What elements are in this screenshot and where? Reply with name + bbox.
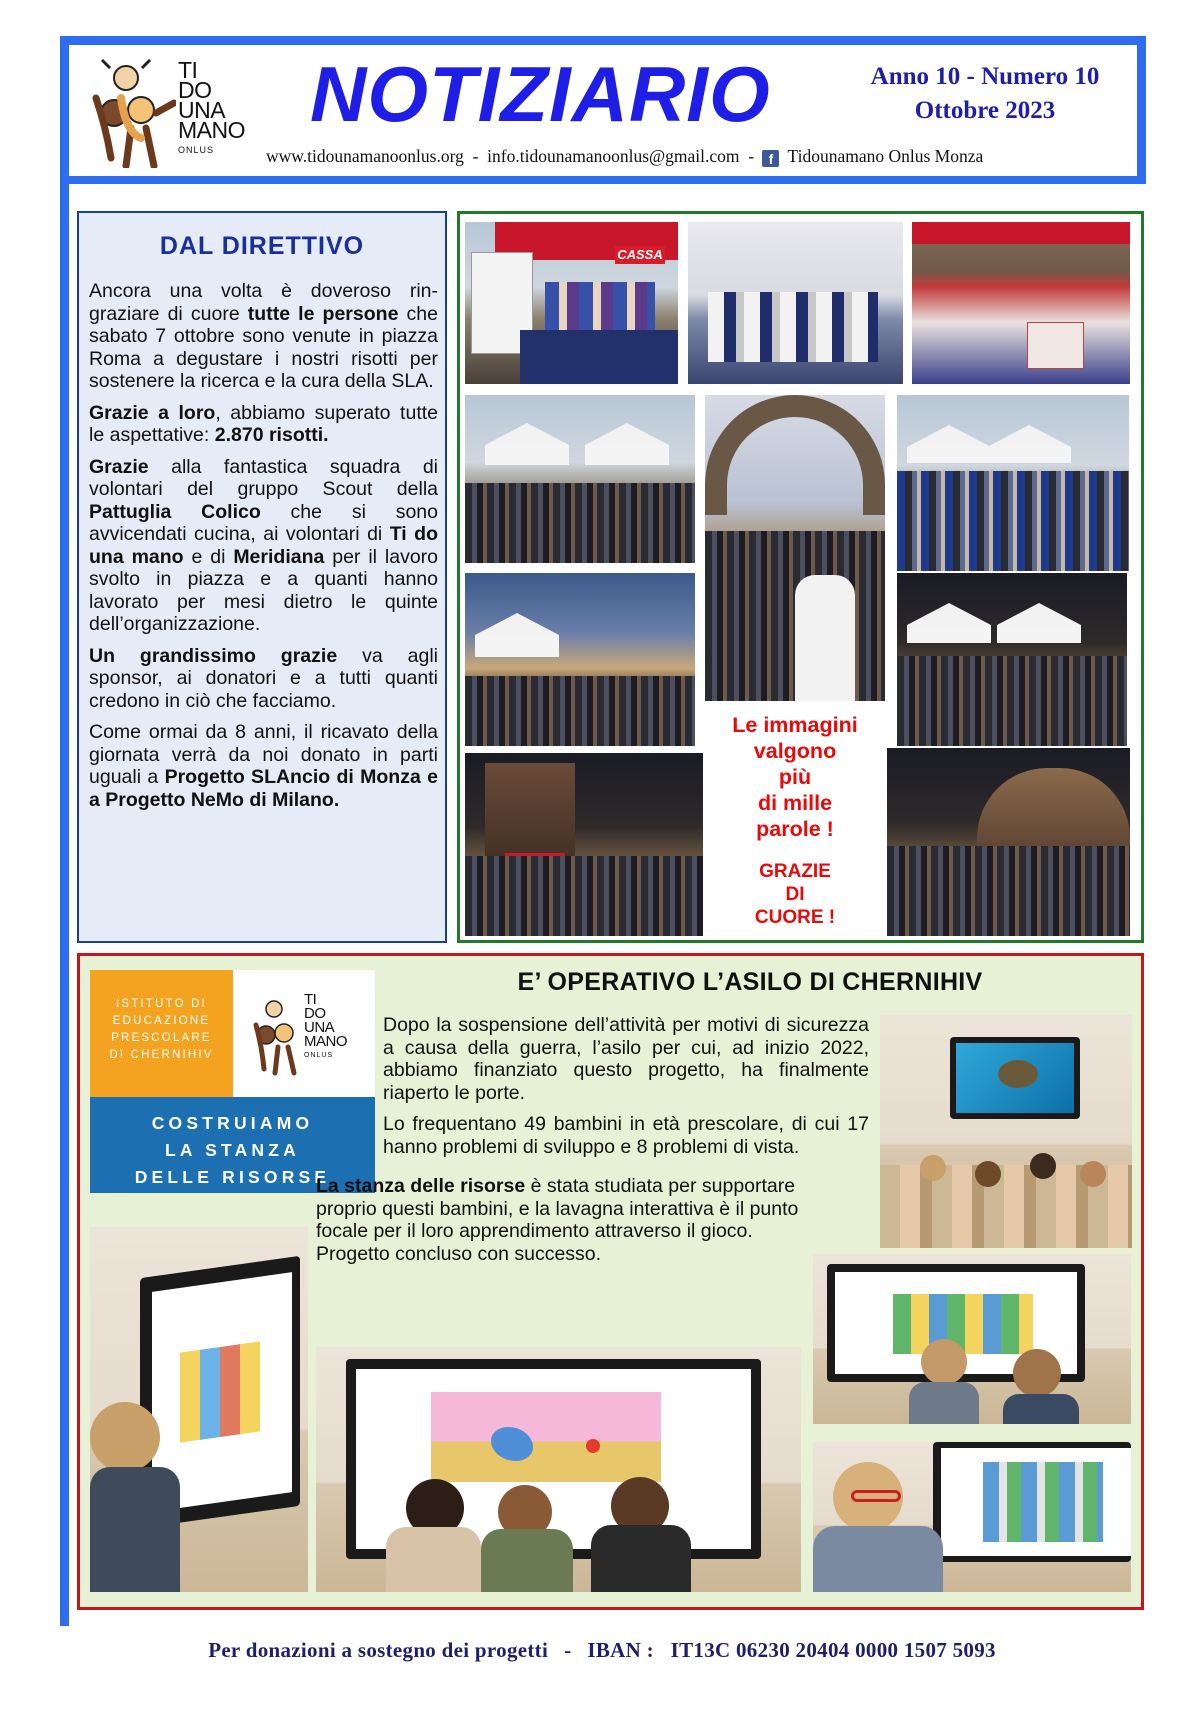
direttivo-paragraph: Grazie alla fantastica squadra di volontari del gruppo Scout della Pattuglia Colico che si sono avvicendati cucina, ai volontari di Ti do una mano e di Meridiana per il lavoro svolto in piazza e a quanti hanno lavorato per mesi dietro le quinte dell’organizzazione. (89, 455, 439, 635)
asilo-paragraph: La stanza delle risorse è stata studiata per supportare proprio questi bambini, e la lavagna interattiva è il punto focale per il loro apprendimento attraverso il gioco. (316, 1175, 799, 1242)
photo-info-desk (912, 222, 1130, 384)
masthead-bottom-bar (60, 176, 1146, 184)
page-left-bar (60, 36, 69, 1626)
photo-classroom-turtle (880, 1015, 1132, 1248)
newsletter-title: NOTIZIARIO (310, 50, 771, 138)
footer-separator: - (564, 1638, 572, 1662)
iban-label: IBAN : (587, 1638, 654, 1662)
photo-board-two-kids (813, 1254, 1131, 1424)
email-link[interactable]: info.tidounamanoonlus@gmail.com (487, 146, 740, 166)
contacts-line (266, 146, 983, 167)
children-logo-icon (248, 997, 303, 1077)
issue-date: Ottobre 2023 (914, 97, 1056, 124)
logo-word-mano: MANO (178, 117, 245, 143)
children-logo-icon (86, 58, 176, 168)
asilo-paragraph: Progetto concluso con successo. (316, 1242, 602, 1265)
photo-arch-crowd (705, 395, 885, 701)
collage-caption: Le immagini valgono più di mille parole ! (732, 713, 858, 841)
direttivo-text (89, 280, 438, 820)
photo-stand-cassa (465, 222, 678, 384)
collage-thanks: GRAZIE DI CUORE ! (754, 861, 836, 928)
photo-crowd-day (897, 395, 1129, 571)
website-link[interactable]: www.tidounamanoonlus.org (266, 146, 464, 166)
iban-value[interactable]: IT13C 06230 20404 0000 1507 5093 (670, 1638, 996, 1662)
contact-separator: - (472, 146, 479, 166)
logo-word-onlus: ONLUS (178, 145, 215, 155)
photo-board-three-kids (316, 1347, 801, 1592)
donation-footer (0, 1638, 1204, 1663)
contact-separator: - (748, 146, 755, 166)
issue-number: Anno 10 - Numero 10 (870, 63, 1100, 90)
asilo-paragraph: Lo frequentano 49 bambini in età prescolare, di cui 17 hanno problemi di sviluppo e 8 problemi di vista. (383, 1113, 869, 1158)
logo-word-una: UNA (178, 97, 226, 123)
photo-board-glasses-boy (813, 1442, 1131, 1592)
logo-word-ti: TI (178, 57, 198, 83)
organization-logo (86, 58, 266, 168)
direttivo-paragraph: Grazie a loro, abbiamo superato tutte le aspettative: 2.870 risotti. (89, 401, 438, 446)
photo-board-boy (90, 1227, 308, 1592)
photo-evening-square (465, 573, 695, 746)
issue-info (840, 60, 1130, 128)
facebook-link[interactable]: Tidounamano Onlus Monza (787, 146, 984, 166)
asilo-title: E’ OPERATIVO L’ASILO DI CHERNIHIV (517, 968, 983, 996)
institute-name: ISTITUTO DI EDUCAZIONE PRESCOLARE DI CHERNIHIV (109, 998, 214, 1061)
logo-word-do: DO (178, 77, 212, 103)
direttivo-paragraph: Un grandissimo grazie va agli sponsor, ai donatori e a tutti quanti credono in ciò che facciamo. (89, 644, 438, 712)
photo-night-serving (887, 748, 1130, 936)
masthead-right-bar (1137, 36, 1146, 184)
photo-kitchen (688, 222, 903, 384)
direttivo-title: DAL DIRETTIVO (159, 232, 365, 260)
cassa-sign: CASSA (615, 246, 665, 264)
facebook-icon: f (762, 150, 779, 167)
project-name: COSTRUIAMO LA STANZA DELLE RISORSE (134, 1113, 331, 1187)
photo-tents-day (465, 395, 695, 563)
masthead-top-bar (60, 36, 1146, 45)
banner-organization-logo: TI DO UNA MANO ONLUS (248, 985, 363, 1085)
asilo-text-bottom (316, 1175, 838, 1265)
asilo-text-top (383, 1014, 869, 1167)
donation-label: Per donazioni a sostegno dei progetti (208, 1638, 549, 1662)
direttivo-paragraph: Come ormai da 8 anni, il ricavato della giornata verrà da noi donato in parti uguali a Progetto SLAncio di Monza e a Progetto NeMo di Milano. (89, 721, 438, 811)
direttivo-paragraph: Ancora una volta è doveroso rin-graziare di cuore tutte le persone che sabato 7 ottobre sono venute in piazza Roma a degustare i nostri risotti per sostenere la ricerca e la cura della SLA. (89, 280, 438, 392)
photo-night-queue (465, 753, 703, 936)
asilo-paragraph: Dopo la sospensione dell’attività per motivi di sicurezza a causa della guerra, l’asilo per cui, ad inizio 2022, abbiamo finanziato questo progetto, ha finalmente riaperto le porte. (383, 1014, 869, 1104)
photo-night-crowd (897, 573, 1127, 746)
